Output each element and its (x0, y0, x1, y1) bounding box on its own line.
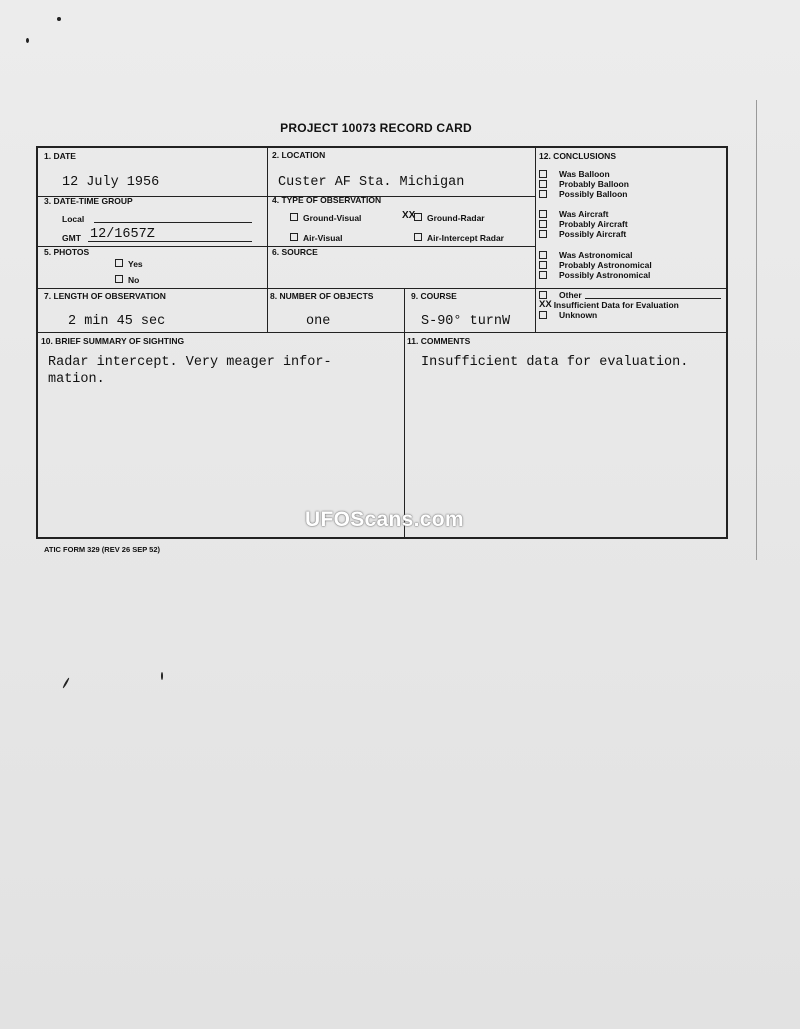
course-label: 9. COURSE (411, 291, 457, 301)
conclusion-item: Other (539, 290, 679, 300)
checkbox-icon (115, 275, 123, 283)
air-visual-option: Air-Visual (290, 233, 343, 243)
ground-radar-option: Ground-Radar (414, 213, 485, 223)
conclusion-item: Probably Aircraft (539, 219, 628, 229)
checkbox-icon (539, 261, 547, 269)
form-number: ATIC FORM 329 (REV 26 SEP 52) (44, 545, 161, 554)
summary-line-1: Radar intercept. Very meager infor- (48, 355, 332, 370)
objects-value: one (306, 314, 331, 329)
comments-label: 11. COMMENTS (407, 336, 471, 346)
checkbox-icon (539, 170, 547, 178)
photos-no-option: No (115, 275, 139, 285)
checkbox-icon (414, 233, 422, 241)
conclusion-item: Was Balloon (539, 169, 629, 179)
conclusion-item: Unknown (539, 310, 679, 320)
checkbox-icon (539, 271, 547, 279)
checkbox-icon (539, 251, 547, 259)
gmt-label: GMT (62, 233, 81, 243)
pen-mark (161, 672, 163, 680)
conclusion-item: Possibly Astronomical (539, 270, 652, 280)
speck (26, 38, 29, 43)
conclusion-item: Was Astronomical (539, 250, 652, 260)
gmt-field-line (88, 241, 252, 242)
checkbox-icon (290, 233, 298, 241)
objects-label: 8. NUMBER OF OBJECTS (270, 291, 374, 301)
checkbox-icon (115, 259, 123, 267)
speck (57, 17, 61, 21)
ground-radar-mark: XX (402, 210, 416, 221)
checkbox-icon (290, 213, 298, 221)
conclusion-item: Possibly Balloon (539, 189, 629, 199)
photos-label: 5. PHOTOS (44, 247, 90, 257)
local-field-line (94, 222, 252, 223)
checkbox-icon (539, 230, 547, 238)
pen-mark (62, 677, 70, 688)
summary-line-2: mation. (48, 372, 105, 387)
conclusions-balloon-group (539, 169, 629, 199)
conclusion-item: XX Insufficient Data for Evaluation (539, 299, 679, 310)
location-value: Custer AF Sta. Michigan (278, 175, 465, 190)
source-label: 6. SOURCE (272, 247, 318, 257)
checkbox-icon (539, 220, 547, 228)
conclusions-aircraft-group (539, 209, 628, 239)
photos-yes-option: Yes (115, 259, 143, 269)
length-label: 7. LENGTH OF OBSERVATION (44, 291, 166, 301)
checkbox-icon (539, 210, 547, 218)
observation-type-label: 4. TYPE OF OBSERVATION (272, 195, 382, 205)
checkbox-icon (539, 180, 547, 188)
conclusion-item: Probably Balloon (539, 179, 629, 189)
local-label: Local (62, 214, 85, 224)
page-edge-line (756, 100, 757, 560)
card-title: PROJECT 10073 RECORD CARD (280, 121, 472, 135)
length-value: 2 min 45 sec (68, 314, 166, 329)
conclusions-label: 12. CONCLUSIONS (539, 151, 616, 161)
other-field-line (585, 298, 721, 299)
conclusion-item: Probably Astronomical (539, 260, 652, 270)
checkbox-icon (539, 311, 547, 319)
date-label: 1. DATE (44, 151, 76, 161)
selected-mark: XX (539, 299, 552, 310)
checkbox-icon (539, 190, 547, 198)
summary-label: 10. BRIEF SUMMARY OF SIGHTING (41, 336, 185, 346)
dtg-label: 3. DATE-TIME GROUP (44, 196, 133, 206)
conclusion-item: Was Aircraft (539, 209, 628, 219)
air-intercept-option: Air-Intercept Radar (414, 233, 504, 243)
date-value: 12 July 1956 (62, 175, 160, 190)
location-label: 2. LOCATION (272, 150, 326, 160)
watermark: UFOScans.com (305, 508, 464, 531)
ground-visual-option: Ground-Visual (290, 213, 361, 223)
conclusions-other-group (539, 290, 679, 320)
conclusions-astronomical-group (539, 250, 652, 280)
gmt-value: 12/1657Z (90, 227, 155, 242)
conclusion-item: Possibly Aircraft (539, 229, 628, 239)
comments-value: Insufficient data for evaluation. (421, 355, 689, 370)
checkbox-icon (414, 213, 422, 221)
course-value: S-90° turnW (421, 314, 511, 329)
checkbox-icon (539, 291, 547, 299)
